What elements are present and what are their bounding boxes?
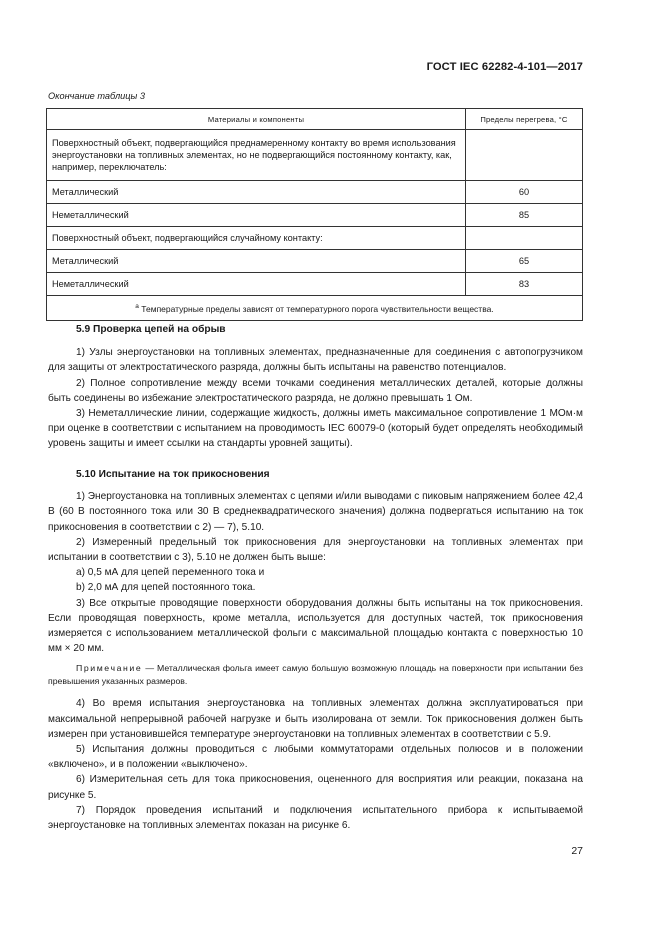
column-header-limits: Пределы перегрева, °С bbox=[465, 109, 582, 130]
row-value: 85 bbox=[465, 204, 582, 227]
section-5-9 bbox=[48, 322, 583, 452]
row-label: Металлический bbox=[47, 181, 466, 204]
table-row bbox=[47, 250, 583, 273]
page-number: 27 bbox=[571, 845, 583, 857]
paragraph: 2) Измеренный предельный ток прикосновения для энергоустановки на топливных элементах при испытании в соответствии с 3), 5.10 не должен быть выше: bbox=[48, 536, 583, 564]
table-footnote bbox=[47, 296, 583, 321]
table-row bbox=[47, 227, 583, 250]
table-caption: Окончание таблицы 3 bbox=[48, 91, 145, 101]
section-heading: 5.10 Испытание на ток прикосновения bbox=[76, 469, 270, 480]
table-header-row bbox=[47, 109, 583, 130]
paragraph: 3) Неметаллические линии, содержащие жидкость, должны иметь максимальное сопротивление 1 МОм·м при оценке в соответствии с испытанием на проводимость IEC 60079-0 (который будет определять необходимый уровень защиты и имеет ссылки на стандарты уровней защиты). bbox=[48, 408, 583, 450]
row-value: 60 bbox=[465, 181, 582, 204]
table-footnote-row bbox=[47, 296, 583, 321]
row-value bbox=[465, 227, 582, 250]
table-row bbox=[47, 130, 583, 181]
row-label: Неметаллический bbox=[47, 204, 466, 227]
row-label: Поверхностный объект, подвергающийся случайному контакту: bbox=[47, 227, 466, 250]
list-item: b) 2,0 мА для цепей постоянного тока. bbox=[76, 582, 256, 594]
standard-header: ГОСТ IEC 62282-4-101—2017 bbox=[426, 61, 583, 73]
paragraph: 3) Все открытые проводящие поверхности оборудования должны быть испытаны на ток прикосновения. Если проводящая поверхность, кроме металла, используется для доступных частей, ток прикосновения измеряется с использованием металлической фольги с максимальной площадью контакта с поверхностью 10 мм × 20 мм. bbox=[48, 597, 583, 655]
paragraph: 2) Полное сопротивление между всеми точками соединения металлических деталей, которые должны быть соединены во избежание электростатического разряда, не должно превышать 1 Ом. bbox=[48, 377, 583, 404]
row-value: 65 bbox=[465, 250, 582, 273]
row-value: 83 bbox=[465, 273, 582, 296]
footnote-text: Температурные пределы зависят от температурного порога чувствительности вещества. bbox=[141, 303, 494, 314]
row-label: Неметаллический bbox=[47, 273, 466, 296]
footnote-mark: а bbox=[135, 303, 139, 311]
row-value bbox=[465, 130, 582, 181]
column-header-materials: Материалы и компоненты bbox=[47, 109, 466, 130]
section-heading: 5.9 Проверка цепей на обрыв bbox=[76, 324, 226, 335]
note-text: — Металлическая фольга имеет самую большую возможную площадь на поверхности при испытании без превышения указанных размеров. bbox=[48, 663, 583, 687]
paragraph: 1) Узлы энергоустановки на топливных элементах, предназначенные для соединения с автопогрузчиком для защиты от электростатического разряда, должны быть испытаны на равенство потенциалов. bbox=[48, 347, 583, 374]
section-5-10 bbox=[48, 467, 583, 833]
paragraph: 5) Испытания должны проводиться с любыми коммутаторами отдельных полюсов и в положении «включено», и в положении «выключено». bbox=[48, 744, 583, 771]
row-label: Поверхностный объект, подвергающийся преднамеренному контакту во время использования энергоустановки на топливных элементах, но не подвергающийся постоянному контакту, как, например, переключатель: bbox=[47, 130, 466, 181]
row-label: Металлический bbox=[47, 250, 466, 273]
table-row bbox=[47, 273, 583, 296]
table-row bbox=[47, 181, 583, 204]
paragraph: 1) Энергоустановка на топливных элементах с цепями и/или выводами с пиковым напряжением более 42,4 В (60 В постоянного тока или 30 В среднеквадратического значения) должна подвергаться испытанию на ток прикосновения в соответствии с 2) — 7), 5.10. bbox=[48, 491, 583, 533]
paragraph: 7) Порядок проведения испытаний и подключения испытательного прибора к испытываемой энергоустановке на топливных элементах показан на рисунке 6. bbox=[48, 804, 583, 832]
paragraph: 4) Во время испытания энергоустановка на топливных элементах должна эксплуатироваться при максимальной непрерывной рабочей нагрузке и быть изолирована от земли. Ток прикосновения должен быть измерен при установившейся температуре энергоустановки на топливных элементах в соответствии с 5.9. bbox=[48, 698, 583, 740]
table-row bbox=[47, 204, 583, 227]
paragraph: 6) Измерительная сеть для тока прикосновения, оцененного для восприятия или реакции, показана на рисунке 5. bbox=[48, 774, 583, 801]
temperature-limits-table bbox=[46, 108, 583, 321]
list-item: a) 0,5 мА для цепей переменного тока и bbox=[76, 567, 265, 579]
note bbox=[48, 662, 583, 688]
note-label: Примечание bbox=[76, 663, 143, 674]
